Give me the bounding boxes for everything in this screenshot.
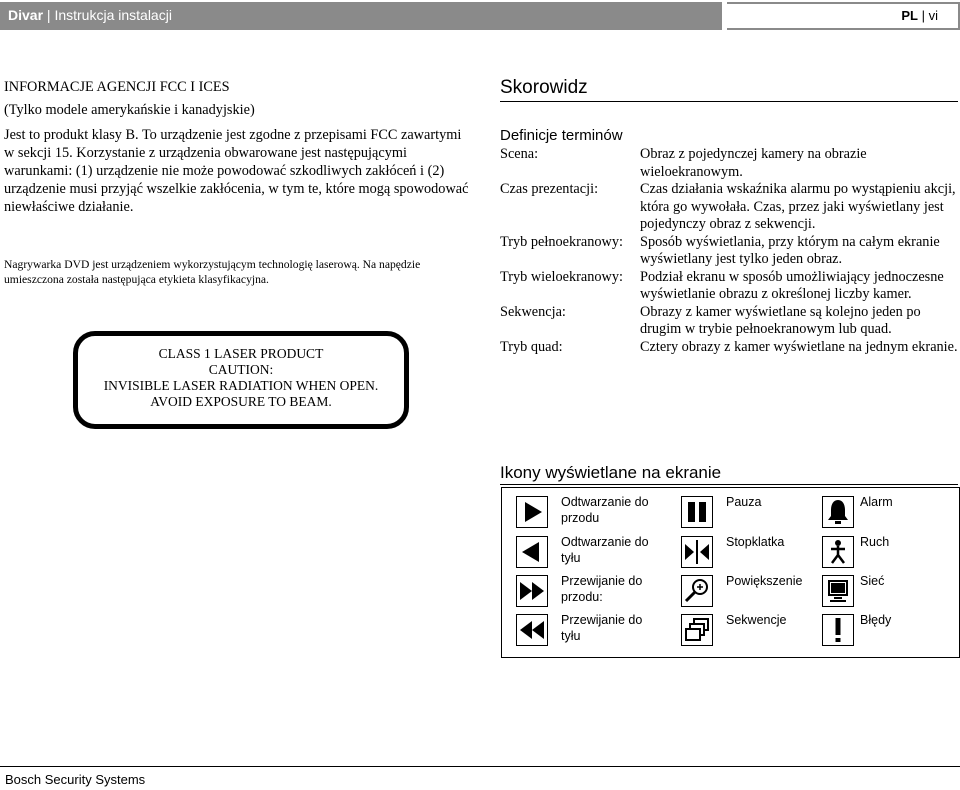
definitions-list bbox=[500, 146, 960, 356]
definition-text: Cztery obrazy z kamer wyświetlane na jednym ekranie. bbox=[640, 338, 958, 355]
definition-term: Scena: bbox=[500, 146, 539, 162]
icon-label: Powiększenie bbox=[726, 574, 803, 588]
pause-icon bbox=[681, 496, 713, 528]
icon-item bbox=[808, 610, 958, 650]
definition-term: Tryb quad: bbox=[500, 338, 563, 355]
definition-row bbox=[500, 339, 960, 357]
fcc-subtitle: (Tylko modele amerykańskie i kanadyjskie) bbox=[4, 102, 255, 118]
laser-line-2: CAUTION: bbox=[208, 362, 274, 377]
definition-row bbox=[500, 146, 960, 181]
icon-item bbox=[667, 610, 817, 650]
icon-item bbox=[667, 532, 817, 572]
icon-label: Sieć bbox=[860, 574, 885, 588]
laser-line-1: CLASS 1 LASER PRODUCT bbox=[158, 346, 324, 361]
icon-label: Sekwencje bbox=[726, 613, 787, 627]
icon-item bbox=[808, 532, 958, 572]
icons-title-rule bbox=[500, 484, 958, 485]
icon-label: Ruch bbox=[860, 535, 890, 549]
icon-item bbox=[502, 492, 652, 532]
network-monitor-icon bbox=[822, 575, 854, 607]
icon-label: Przewijanie do przodu: bbox=[561, 574, 643, 604]
zoom-icon bbox=[681, 575, 713, 607]
definitions-title: Definicje terminów bbox=[500, 127, 623, 144]
index-title-rule bbox=[500, 101, 958, 102]
icon-item bbox=[667, 492, 817, 532]
icon-label: Pauza bbox=[726, 495, 762, 509]
title-separator: | bbox=[46, 7, 51, 23]
header-page-info bbox=[901, 8, 938, 23]
definition-row bbox=[500, 269, 960, 304]
icon-item bbox=[808, 571, 958, 611]
definition-row bbox=[500, 234, 960, 269]
footer-company: Bosch Security Systems bbox=[5, 772, 146, 787]
icon-label: Alarm bbox=[860, 495, 893, 509]
icons-title: Ikony wyświetlane na ekranie bbox=[500, 463, 722, 482]
icon-item bbox=[502, 532, 652, 572]
definition-text: Czas działania wskaźnika alarmu po wystąpieniu akcji, która go wywołała. Czas, przez jaki wyświetlany jest pojedynczy obraz z sekwencji. bbox=[640, 181, 956, 232]
icon-item bbox=[808, 492, 958, 532]
sequence-icon bbox=[681, 614, 713, 646]
icon-label: Odtwarzanie do tyłu bbox=[561, 535, 649, 565]
header-title bbox=[8, 7, 172, 23]
definition-row bbox=[500, 304, 960, 339]
motion-person-icon bbox=[822, 536, 854, 568]
icon-item bbox=[667, 571, 817, 611]
definition-row bbox=[500, 181, 960, 234]
error-exclamation-icon bbox=[822, 614, 854, 646]
icon-label: Błędy bbox=[860, 613, 892, 627]
play-backward-icon bbox=[516, 536, 548, 568]
index-title: Skorowidz bbox=[500, 77, 588, 98]
dvd-note: Nagrywarka DVD jest urządzeniem wykorzystującym technologię laserową. Na napędzie umieszczona została następująca etykieta klasyfikacyjna. bbox=[4, 258, 421, 286]
icon-item bbox=[502, 610, 652, 650]
icon-item bbox=[502, 571, 652, 611]
language-code: PL bbox=[901, 8, 918, 23]
laser-label bbox=[73, 331, 409, 429]
fcc-body: Jest to produkt klasy B. To urządzenie jest zgodne z przepisami FCC zawartymi w sekcji 15. Korzystanie z urządzenia obwarowane jest następującymi warunkami: (1) urządzenie nie może powodować szkodliwych zakłóceń i (2) urządzenie musi przyjąć wszelkie zakłócenia, w tym te, które mogą spowodować niewłaściwe działanie. bbox=[4, 127, 469, 215]
fast-forward-icon bbox=[516, 575, 548, 607]
product-name: Divar bbox=[8, 7, 44, 23]
rewind-icon bbox=[516, 614, 548, 646]
definition-term: Czas prezentacji: bbox=[500, 181, 599, 197]
alarm-bell-icon bbox=[822, 496, 854, 528]
laser-line-3: INVISIBLE LASER RADIATION WHEN OPEN. bbox=[103, 378, 379, 393]
definition-text: Obraz z pojedynczej kamery na obrazie wieloekranowym. bbox=[640, 146, 867, 180]
definition-term: Tryb wieloekranowy: bbox=[500, 268, 623, 285]
definition-term: Sekwencja: bbox=[500, 303, 566, 320]
definition-text: Sposób wyświetlania, przy którym na całym ekranie wyświetlany jest tylko jeden obraz. bbox=[640, 233, 940, 267]
page-separator: | bbox=[921, 8, 925, 23]
definition-term: Tryb pełnoekranowy: bbox=[500, 233, 623, 250]
definition-text: Podział ekranu w sposób umożliwiający jednoczesne wyświetlanie obrazu z określonej liczby kamer. bbox=[640, 268, 944, 302]
play-forward-icon bbox=[516, 496, 548, 528]
document-title: Instrukcja instalacji bbox=[54, 7, 172, 23]
icons-table bbox=[501, 487, 960, 658]
icon-label: Odtwarzanie do przodu bbox=[561, 495, 649, 525]
footer-rule bbox=[0, 766, 960, 767]
page-number: vi bbox=[928, 8, 938, 23]
definition-text: Obrazy z kamer wyświetlane są kolejno jeden po drugim w trybie pełnoekranowym lub quad. bbox=[640, 303, 921, 337]
fcc-title: INFORMACJE AGENCJI FCC I ICES bbox=[4, 79, 230, 95]
icon-label: Stopklatka bbox=[726, 535, 785, 549]
icon-label: Przewijanie do tyłu bbox=[561, 613, 643, 643]
freeze-frame-icon bbox=[681, 536, 713, 568]
laser-line-4: AVOID EXPOSURE TO BEAM. bbox=[150, 394, 332, 409]
